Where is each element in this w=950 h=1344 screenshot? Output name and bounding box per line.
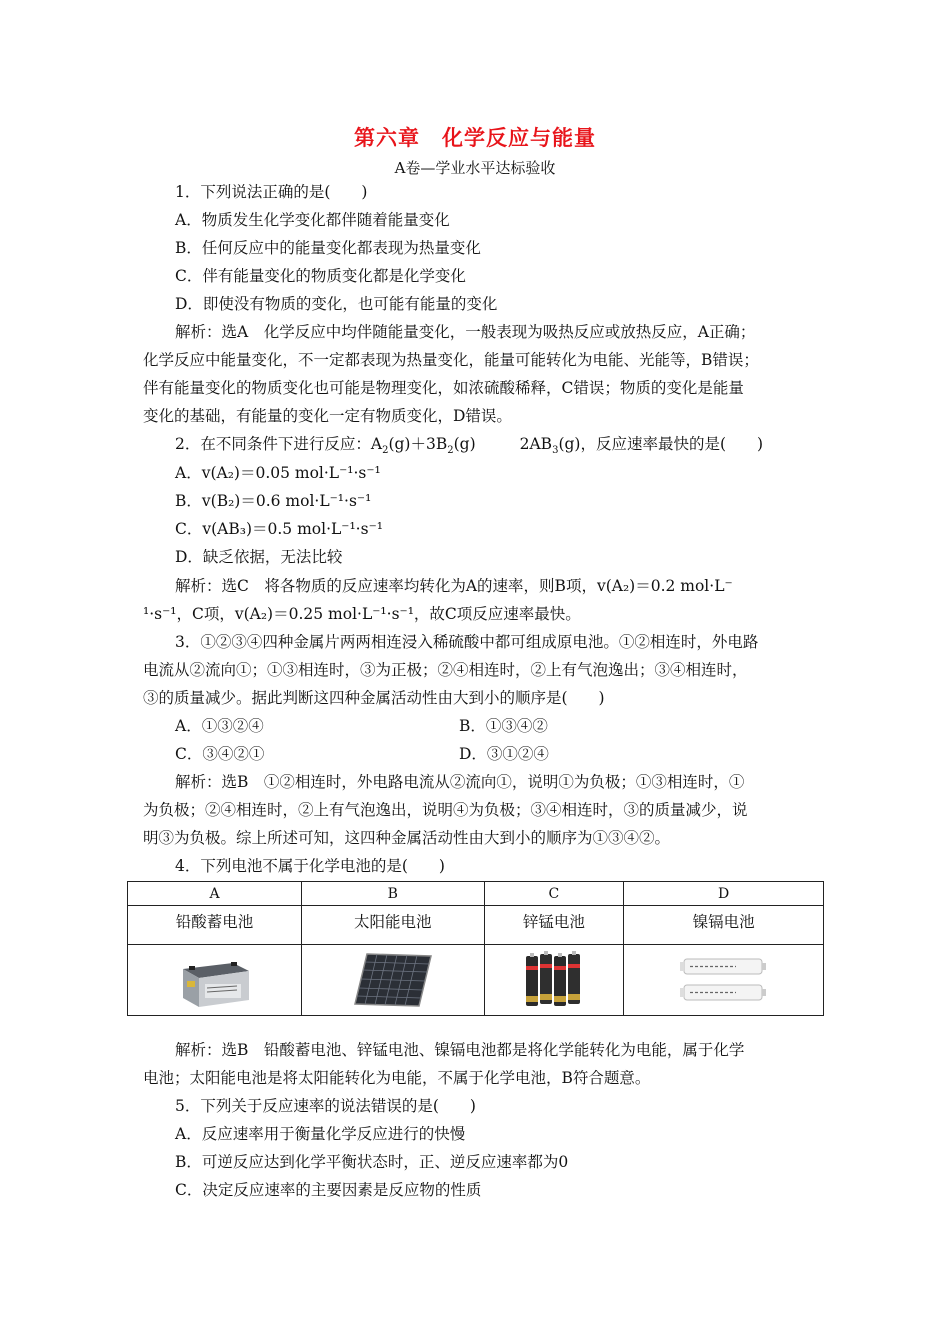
q2-stem-part: (g)，反应速率最快的是( ) <box>558 435 764 453</box>
q3-option-b: B．①③④② <box>459 717 548 735</box>
q1-analysis-3: 伴有能量变化的物质变化也可能是物理变化，如浓硫酸稀释，C错误；物质的变化是能量 <box>143 379 744 397</box>
q3-option-c: C．③④②① <box>175 745 265 763</box>
q2-option-c: C．v(AB₃)＝0.5 mol·L⁻¹·s⁻¹ <box>175 520 383 538</box>
q1-option-c: C．伴有能量变化的物质变化都是化学变化 <box>175 267 466 285</box>
q1-analysis-4: 变化的基础，有能量的变化一定有物质变化，D错误。 <box>143 407 512 425</box>
chapter-title: 第六章 化学反应与能量 <box>354 126 596 150</box>
q4-analysis-1: 解析：选B 铅酸蓄电池、锌锰电池、镍镉电池都是将化学能转化为电能，属于化学 <box>175 1041 745 1059</box>
q4-analysis-2: 电池；太阳能电池是将太阳能转化为电能，不属于化学电池，B符合题意。 <box>143 1069 651 1087</box>
q4-stem: 4．下列电池不属于化学电池的是( ) <box>175 857 445 875</box>
q2-analysis-1: 解析：选C 将各物质的反应速率均转化为A的速率，则B项，v(A₂)＝0.2 mol·L⁻ <box>175 577 733 595</box>
q5-option-a: A．反应速率用于衡量化学反应进行的快慢 <box>175 1125 466 1143</box>
q5-stem: 5．下列关于反应速率的说法错误的是( ) <box>175 1097 476 1115</box>
q1-option-d: D．即使没有物质的变化，也可能有能量的变化 <box>175 295 498 313</box>
q1-analysis-1: 解析：选A 化学反应中均伴随能量变化，一般表现为吸热反应或放热反应，A正确； <box>175 323 756 341</box>
q3-option-d: D．③①②④ <box>459 745 549 763</box>
col-header-d: D <box>624 882 824 906</box>
q5-option-c: C．决定反应速率的主要因素是反应物的性质 <box>175 1181 482 1199</box>
q2-option-d: D．缺乏依据，无法比较 <box>175 548 343 566</box>
q3-analysis-3: 明③为负极。综上所述可知，这四种金属活动性由大到小的顺序为①③④②。 <box>143 829 671 847</box>
q3-stem-2: 电流从②流向①；①③相连时，③为正极；②④相连时，②上有气泡逸出；③④相连时， <box>143 661 748 679</box>
q5-option-b: B．可逆反应达到化学平衡状态时，正、逆反应速率都为0 <box>175 1153 569 1171</box>
q2-stem-part: 2．在不同条件下进行反应：A <box>175 435 383 453</box>
q2-stem-part: (g)＋3B <box>388 435 448 453</box>
q3-stem-1: 3．①②③④四种金属片两两相连浸入稀硫酸中都可组成原电池。①②相连时，外电路 <box>175 633 759 651</box>
col-header-a: A <box>128 882 302 906</box>
q2-stem: 2．在不同条件下进行反应：$A_2(g)+3B_2(g)$ $2AB_3(g)$，反应速率最快的是( ) <box>175 435 764 457</box>
battery-name-c: 锌锰电池 <box>484 906 624 945</box>
q2-analysis-2: ¹·s⁻¹，C项，v(A₂)＝0.25 mol·L⁻¹·s⁻¹，故C项反应速率最快。 <box>143 605 581 623</box>
zinc-manganese-battery-image <box>484 945 624 1016</box>
battery-name-a: 铅酸蓄电池 <box>128 906 302 945</box>
battery-table <box>127 881 824 1016</box>
q2-option-b: B．v(B₂)＝0.6 mol·L⁻¹·s⁻¹ <box>175 492 372 510</box>
lead-acid-battery-image <box>128 945 302 1016</box>
q2-stem-part: (g) <box>453 435 476 453</box>
solar-panel-image <box>302 945 485 1016</box>
q1-stem: 1．下列说法正确的是( ) <box>175 183 368 201</box>
nickel-cadmium-battery-image <box>624 945 824 1016</box>
battery-name-d: 镍镉电池 <box>624 906 824 945</box>
q1-option-a: A．物质发生化学变化都伴随着能量变化 <box>175 211 450 229</box>
q3-analysis-2: 为负极；②④相连时，②上有气泡逸出，说明④为负极；③④相连时，③的质量减少，说 <box>143 801 748 819</box>
battery-name-b: 太阳能电池 <box>302 906 485 945</box>
q3-option-a: A．①③②④ <box>175 717 264 735</box>
q3-stem-3: ③的质量减少。据此判断这四种金属活动性由大到小的顺序是( ) <box>143 689 605 707</box>
col-header-b: B <box>302 882 485 906</box>
section-subtitle: A卷—学业水平达标验收 <box>394 159 556 177</box>
q2-option-a: A．v(A₂)＝0.05 mol·L⁻¹·s⁻¹ <box>175 464 381 482</box>
q1-option-b: B．任何反应中的能量变化都表现为热量变化 <box>175 239 481 257</box>
col-header-c: C <box>484 882 624 906</box>
q3-analysis-1: 解析：选B ①②相连时，外电路电流从②流向①，说明①为负极；①③相连时，① <box>175 773 745 791</box>
q2-stem-part: 2AB <box>519 435 553 453</box>
q1-analysis-2: 化学反应中能量变化，不一定都表现为热量变化，能量可能转化为电能、光能等，B错误； <box>143 351 759 369</box>
